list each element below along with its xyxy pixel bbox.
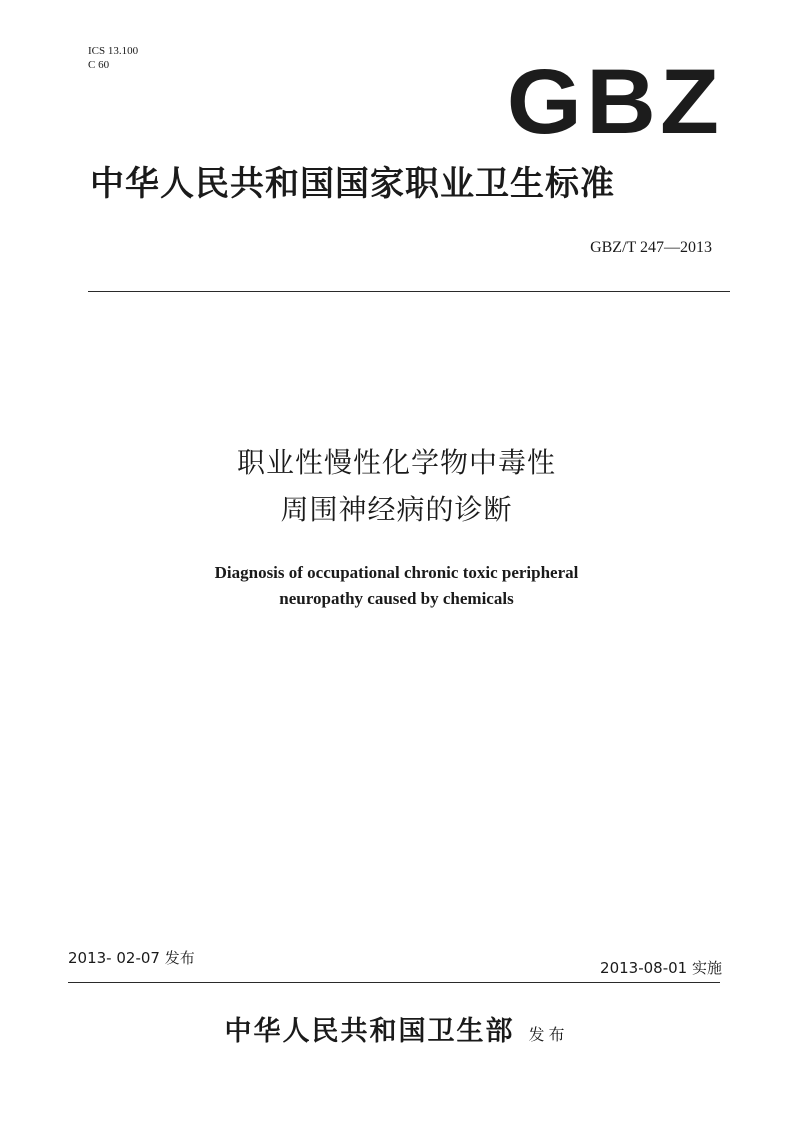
issue-date: 2013- 02-07 发布 (68, 949, 195, 967)
ccs-code: C 60 (88, 59, 110, 71)
title-en-line2: neuropathy caused by chemicals (279, 589, 514, 608)
standard-category: 中华人民共和国国家职业卫生标准 (90, 164, 615, 204)
footer-divider (68, 982, 720, 983)
standard-number: GBZ/T 247—2013 (590, 239, 712, 256)
header-divider (88, 291, 730, 292)
issuer-action: 发布 (528, 1025, 569, 1044)
title-cn-line1: 职业性慢性化学物中毒性 (236, 446, 556, 479)
ics-code: ICS 13.100 (88, 45, 139, 57)
effective-date: 2013-08-01 实施 (600, 959, 722, 977)
issuer-line (0, 1012, 793, 1055)
title-cn-line2: 周围神经病的诊断 (280, 493, 513, 526)
title-en-line1: Diagnosis of occupational chronic toxic peripheral (214, 563, 579, 582)
gbz-logo: GBZ (506, 51, 724, 153)
issuer-name: 中华人民共和国卫生部 (224, 1016, 515, 1047)
